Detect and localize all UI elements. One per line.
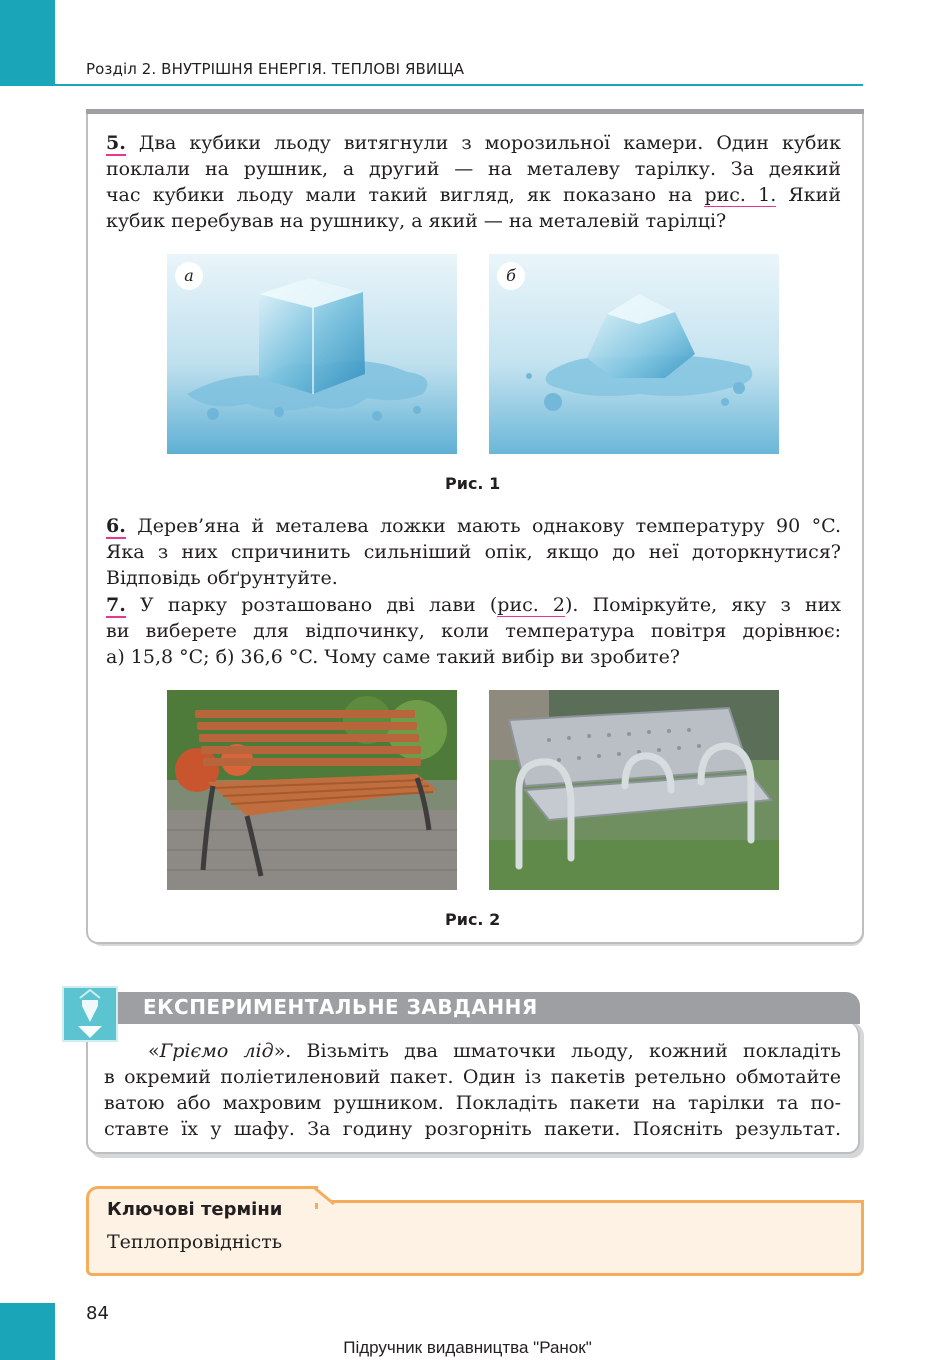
key-term-item: Теплопровідність [107,1231,283,1253]
publisher-footer: Підручник видавництва "Ранок" [343,1338,592,1357]
experiment-title: ЕКСПЕРИМЕНТАЛЬНЕ ЗАВДАННЯ [143,995,538,1019]
task-5-line-2: поклали на рушник, а другий — на металеву тарілку. За деякий [106,158,841,180]
figure-2-reference: рис. 2 [497,594,566,616]
task-6-number: 6. [106,515,126,537]
experiment-line-1: «Гріємо лід». Візьміть два шматочки льоду, кожний покладіть [148,1040,841,1062]
experiment-flask-icon [62,986,118,1042]
metal-bench-illustration [489,690,779,890]
task-6-line-1: 6. Дерев’яна й металева ложки мають однакову температуру 90 °C. [106,515,841,537]
ice-cube-a-illustration [167,254,457,454]
task-5 [106,130,841,234]
experiment-line-4: ставте їх у шафу. За годину розгорніть пакети. Поясніть результат. [104,1118,841,1140]
experiment-line-3: ватою або махровим рушником. Покладіть пакети на тарілки та по- [104,1092,841,1114]
task-7-line-2: ви виберете для відпочинку, коли температура повітря дорівнює: [106,620,841,642]
metal-bench-photo [489,690,779,890]
task-6-line-3: Відповідь обґрунтуйте. [106,567,338,589]
header-rule [55,84,863,86]
task-5-line-4: кубик перебував на рушнику, а який — на металевій тарілці? [106,210,727,232]
key-terms-title: Ключові терміни [107,1199,283,1220]
task-7-line-3: а) 15,8 °C; б) 36,6 °C. Чому саме такий вибір ви зробите? [106,646,680,668]
task-6-line-2: Яка з них спричинить сильніший опік, якщо до неї доторкнутися? [106,541,841,563]
experiment-italic-title: Гріємо лід [159,1040,274,1062]
ice-cube-photo-b [489,254,779,454]
tasks-box-top-bar [86,109,864,114]
task-7-number: 7. [106,594,126,616]
wooden-bench-photo [167,690,457,890]
task-6 [106,513,841,591]
running-header: Розділ 2. ВНУТРІШНЯ ЕНЕРГІЯ. ТЕПЛОВІ ЯВИЩА [86,60,465,78]
task-5-line-3: час кубики льоду мали такий вигляд, як показано на рис. 1. Який [106,184,841,206]
figure-1-label-b: б [497,262,525,290]
figure-1-reference: рис. 1. [704,184,777,206]
task-5-number: 5. [106,132,126,154]
wooden-bench-illustration [167,690,457,890]
page-number: 84 [86,1303,109,1324]
figure-2-caption: Рис. 2 [445,910,501,929]
figure-1-caption: Рис. 1 [445,474,501,493]
task-7-line-1: 7. У парку розташовано дві лави (рис. 2). Поміркуйте, яку з них [106,594,841,616]
key-terms-tab-slope [300,1186,340,1206]
experiment-text [104,1038,841,1142]
experiment-line-2: в окремий поліетиленовий пакет. Один із пакетів ретельно обмотайте [104,1066,841,1088]
task-5-line-1: 5. Два кубики льоду витягнули з морозильної камери. Один кубик [106,132,841,154]
task-7 [106,592,841,670]
figure-1-label-a: а [175,262,203,290]
header-color-tab [0,0,55,86]
ice-cube-photo-a [167,254,457,454]
ice-cube-b-illustration [489,254,779,454]
